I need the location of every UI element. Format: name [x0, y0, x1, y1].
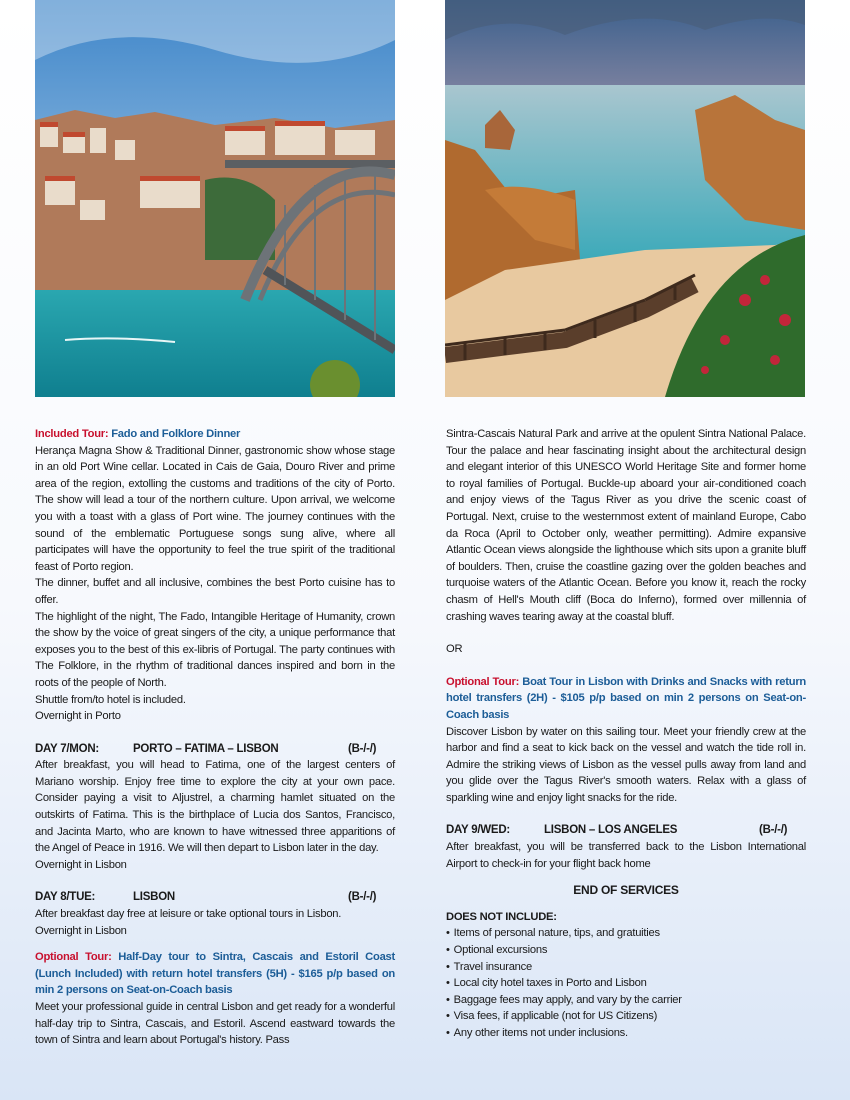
list-item: • Any other items not under inclusions. [446, 1025, 806, 1042]
included-tour-paragraph: The highlight of the night, The Fado, Intangible Heritage of Humanity, crown the show by the voice of great singers of the city, a unique performance that exposes you to the best of this ex-libris of Portugal. The party continues with The Folklore, in the rhythm of traditional dances inspired and born in the roots of the people of North. [35, 610, 395, 689]
day7-label: DAY 7/MON: [35, 742, 99, 755]
left-column [35, 426, 395, 1049]
day7-route: PORTO – FATIMA – LISBON [133, 742, 279, 755]
day7-heading [35, 741, 395, 758]
day8-meals: (B-/-/) [348, 891, 377, 904]
list-item: • Travel insurance [446, 959, 806, 976]
end-of-services: END OF SERVICES [573, 883, 679, 898]
day9-text: After breakfast, you will be transferred back to the Lisbon International Airport to check-in for your flight back home [446, 841, 806, 870]
day8-overnight: Overnight in Lisbon [35, 924, 127, 937]
optional-tour-boat-text: Discover Lisbon by water on this sailing tour. Meet your friendly crew at the harbor and find a seat to kick back on the vessel and watch the tide roll in. Admire the striking views of Lisbon as the vessel pulls away from land and you glide over the Tagus River's smooth waters. Relax with a glass of sparkling wine and enjoy light snacks for the ride. [446, 725, 806, 804]
included-tour-label: Included Tour: [35, 428, 109, 440]
optional-tour-boat-heading [446, 674, 806, 724]
right-column [446, 426, 806, 1042]
list-item: • Local city hotel taxes in Porto and Lisbon [446, 975, 806, 992]
included-tour-title: Fado and Folklore Dinner [111, 428, 241, 440]
included-tour-paragraph: Herança Magna Show & Traditional Dinner, gastronomic show whose stage in an old Port Wine cellar. Located in Cais de Gaia, Douro River and prime area of the region, extolling the customs and traditions of the city of Porto. The show will lead a tour of the northern culture. Upon arrival, we welcome you with a toast with a glass of Port wine. The journey continues with the sound of the emblematic Portuguese songs sung alive, where all participates will have the opportunity to feel the true spirit of the traditional feast of Porto region. [35, 444, 395, 573]
day8-text: After breakfast day free at leisure or take optional tours in Lisbon. [35, 908, 342, 921]
list-item: • Visa fees, if applicable (not for US Citizens) [446, 1008, 806, 1025]
day8-label: DAY 8/TUE: [35, 891, 96, 904]
included-tour-paragraph: Shuttle from/to hotel is included. [35, 693, 186, 706]
day9-label: DAY 9/WED: [446, 824, 510, 837]
algarve-beach-photo [445, 0, 805, 397]
optional-tour-title: Boat Tour in Lisbon with Drinks and Snacks with return hotel transfers (2H) - $105 p/p based on min 2 persons on Seat-on-Coach basis [446, 675, 807, 721]
list-item: • Items of personal nature, tips, and gratuities [446, 925, 806, 942]
day8-heading [35, 889, 395, 906]
not-include-heading: DOES NOT INCLUDE: [446, 910, 557, 923]
day9-route: LISBON – LOS ANGELES [544, 824, 678, 837]
included-tour-heading [35, 426, 395, 443]
list-item: • Optional excursions [446, 942, 806, 959]
day9-heading [446, 822, 806, 839]
day7-meals: (B-/-/) [348, 742, 377, 755]
optional-tour-label: Optional Tour: [446, 675, 520, 688]
porto-bridge-photo [35, 0, 395, 397]
optional-tour-sintra-heading [35, 949, 395, 999]
day7-overnight: Overnight in Lisbon [35, 858, 127, 871]
optional-tour-label: Optional Tour: [35, 951, 112, 964]
included-tour-paragraph: Overnight in Porto [35, 710, 121, 723]
day9-meals: (B-/-/) [759, 824, 788, 837]
day7-text: After breakfast, you will head to Fatima, one of the largest centers of Mariano worship. Enjoy free time to explore the city at your own pace. Consider paying a visit to Aljustrel, a charming hamlet situated on the outskirts of Fatima. This is the birthplace of Lucia dos Santos, Francisco, and Jacinta Marto, who are known to have witnessed three apparitions of the Angel of Peace in 1916. We will then depart to Lisbon later in the day. [35, 759, 395, 855]
optional-tour-sintra-text: Meet your professional guide in central Lisbon and get ready for a wonderful half-day trip to Sintra, Cascais, and Estoril. Ascend eastward towards the town of Sintra and learn about Portugal's history. Pass [35, 1001, 395, 1047]
or-separator: OR [446, 643, 463, 656]
day8-route: LISBON [133, 891, 175, 904]
included-tour-paragraph: The dinner, buffet and all inclusive, combines the best Porto cuisine has to offer. [35, 577, 395, 606]
list-item: • Baggage fees may apply, and vary by the carrier [446, 992, 806, 1009]
sintra-tour-continued-text: Sintra-Cascais Natural Park and arrive at the opulent Sintra National Palace. Tour the palace and hear fascinating insight about the architectural design and elegant interior of this UNESCO World Heritage Site and former home to royal families of Portugal. Buckle-up aboard your air-conditioned coach and enjoy views of the Tagus River as you drive the scenic coast of Portugal. Next, cruise to the westernmost extent of mainland Europe, Cabo da Roca (April to October only, weather permitting). Admire expansive Atlantic Ocean views alongside the lighthouse which sits upon a granite bluff of boulders. Then, cruise the coastline gazing over the golden beaches and turquoise waters of the Atlantic Ocean. Before you know it, reach the rocky chasm of Hell's Mouth cliff (Boca do Inferno), formed over millennia of crashing waves tearing away at the coastal bluff. [446, 428, 806, 623]
optional-tour-title: Half-Day tour to Sintra, Cascais and Estoril Coast (Lunch Included) with return hotel transfers (5H) - $165 p/p based on min 2 persons on Seat-on-Coach basis [35, 951, 396, 997]
not-include-list [446, 925, 806, 1041]
